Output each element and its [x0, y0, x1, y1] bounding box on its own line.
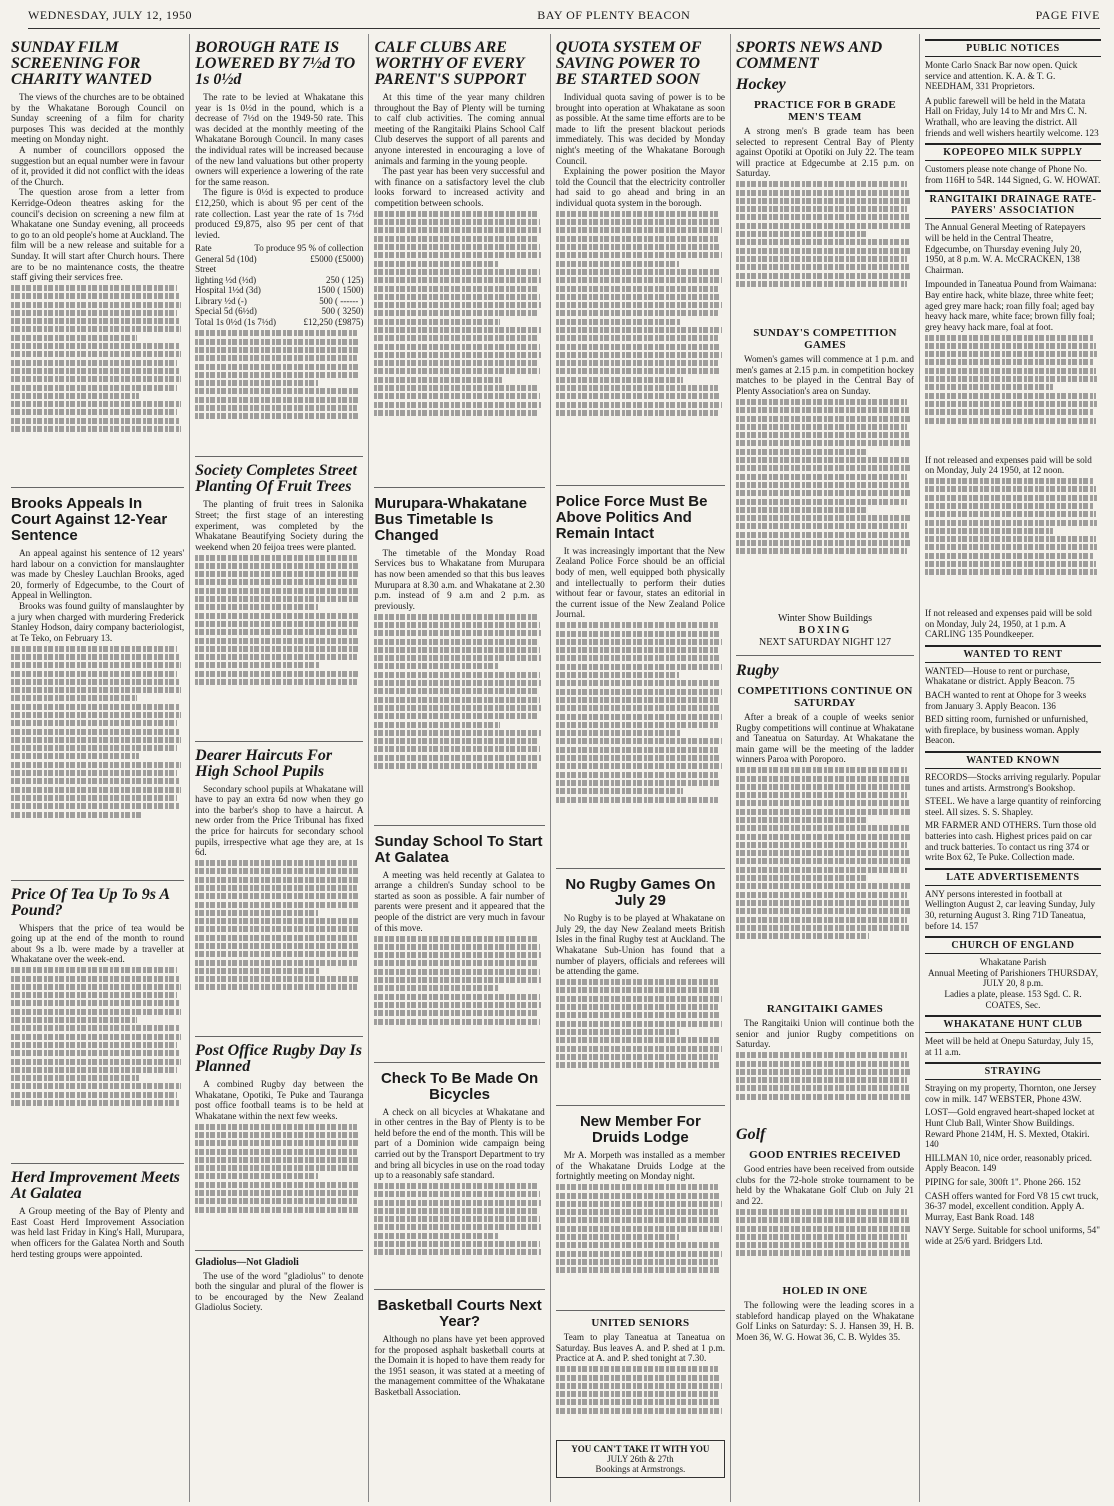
- headline: SPORTS NEWS AND COMMENT: [736, 39, 883, 72]
- headline: New Member For Druids Lodge: [579, 1113, 701, 1147]
- headline: SUNDAY FILM SCREENING FOR CHARITY WANTED: [11, 39, 152, 88]
- paragraph: The rate to be levied at Whakatane this year is 1s 0½d in the pound, which is a decrease of 7½d on the 1949-50 rate. This was decided at the monthly meeting of the Whakatane Borough Council. In many cases the individual rates will be increased because of the new land valuations but other property owners will experience a lowering of the rate for the same reason.: [195, 92, 364, 187]
- notice: A public farewell will be held in the Matata Hall on Friday, July 14 to Mr and Mrs C. N. Wrathall, who are leaving the district. All friends and well wishers heartily welcome. 123: [924, 95, 1099, 138]
- text-block: [736, 1052, 914, 1122]
- notice: Impounded in Taneatua Pound from Waimana: Bay entire hack, white blaze, three white feet; aged grey mare hack; roan filly foal; aged bay heavy hack mare, white face; brown filly foal; grey heavy hack mare, foal at foot.: [924, 279, 1097, 332]
- notice: LOST—Gold engraved heart-shaped locket at Hunt Club Ball, Winter Show Buildings. Reward Phone 214M, H. S. Mexted, Otakiri. 140: [924, 1107, 1095, 1150]
- paragraph: The use of the word "gladiolus" to denote both the singular and plural of the flower is to be encouraged by the New Zealand Gladiolus Society.: [195, 1270, 364, 1313]
- text-block: [374, 936, 544, 1056]
- notice: MR FARMER AND OTHERS. Turn those old batteries into cash. Highest prices paid on car and truck batteries. To contact us ring 374 or write Box 62, Te Puke. Collection made.: [924, 820, 1097, 863]
- paragraph: Team to play Taneatua at Taneatua on Saturday. Bus leaves A. and P. shed at 1 p.m. Practice at A. and P. shed tonight at 7.30.: [555, 1332, 726, 1364]
- notice: The Annual General Meeting of Ratepayers will be held in the Central Theatre, Edgecumbe, on Thursday evening July 20, 1950, at 8 p.m. W. A. McCRACKEN, 138 Chairman.: [924, 222, 1086, 275]
- rate-table-row: Total 1s 0½d (1s 7½d) £12,250 (£9875): [195, 316, 364, 327]
- text-block: [374, 1183, 544, 1283]
- text-block: [195, 555, 363, 735]
- rate-table: [195, 243, 363, 327]
- text-block: [374, 211, 544, 481]
- paragraph: The Rangitaiki Union will continue both the senior and junior Rugby competitions on Saturday.: [736, 1018, 914, 1050]
- rate-table-header: Rate To produce 95 % of collection: [195, 243, 364, 254]
- paragraph: The figure is 0½d is expected to produce £12,250, which is about 95 per cent of the rate collection. Last year the rate of 1s 7½d produced £9,875, also 95 per cent of that levied.: [195, 187, 364, 240]
- rate-table-row: Street: [195, 264, 217, 275]
- column-6: [920, 34, 1106, 1502]
- cinema-advert: YOU CAN'T TAKE IT WITH YOU JULY 26th & 27th Bookings at Armstrongs.: [556, 1440, 725, 1478]
- paragraph: A number of councillors opposed the suggestion but an equal number were in favour of it, provided it did not conflict with the ideas of the Church.: [11, 144, 185, 187]
- paragraph: A strong men's B grade team has been selected to represent Central Bay of Plenty against Opotiki at Opotiki on July 22. The team will practice at Edgecumbe at 2.15 p.m. on Saturday.: [736, 126, 914, 179]
- text-block: [925, 478, 1101, 608]
- notice-heading: WANTED TO RENT: [925, 645, 1101, 663]
- notice-heading: KOPEOPEO MILK SUPPLY: [925, 143, 1101, 161]
- headline: Police Force Must Be Above Politics And Remain Intact: [555, 492, 708, 542]
- paragraph: Individual quota saving of power is to be brought into operation at Whakatane as soon as possible. At the same time efforts are to be made to lift the present blackout periods immediately. This was decided by Monday night's meeting of the Whakatane Borough Council.: [555, 92, 726, 166]
- text-block: [556, 1184, 725, 1304]
- notice-heading: CHURCH OF ENGLAND: [925, 936, 1101, 954]
- headline: No Rugby Games On July 29: [565, 876, 716, 910]
- column-2: [190, 34, 369, 1502]
- text-block: [556, 622, 725, 862]
- text-block: [195, 330, 363, 450]
- paragraph: Brooks was found guilty of manslaughter by a jury when charged with murdering Frederick Stanley Hodson, dairy company bacteriologist, at Te Teko, on February 13.: [11, 600, 185, 643]
- notice: Whakatane Parish: [979, 957, 1047, 968]
- text-block: [736, 399, 914, 609]
- paragraph: The past year has been very successful and with finance on a satisfactory level the club looks forward to increased activity and competition between schools.: [374, 166, 545, 208]
- notice: CASH offers wanted for Ford V8 15 cwt truck, 36-37 model, excellent condition. Apply A. Murray, East Bank Road. 148: [924, 1190, 1099, 1222]
- notice: Annual Meeting of Parishioners THURSDAY, JULY 20, 8 p.m.: [927, 967, 1099, 989]
- text-block: [195, 860, 363, 1030]
- paragraph: The planting of fruit trees in Salonika Street; the first stage of an interesting experiment, was completed by the Whakatane Beautifying Society during the weekend when 20 feijoa trees were planted.: [195, 499, 364, 552]
- rate-table-row: Library ½d (-) 500 ( ------ ): [195, 295, 364, 306]
- headline: RANGITAIKI GAMES: [766, 1003, 884, 1016]
- paragraph: A meeting was held recently at Galatea to arrange a children's Sunday school to be started as soon as possible. A fair number of parents were present and it appeared that the people of the district are very much in favour of this move.: [374, 869, 545, 933]
- notice: BACH wanted to rent at Ohope for 3 weeks from January 3. Apply Beacon. 136: [924, 690, 1087, 711]
- notice: Straying on my property, Thornton, one Jersey cow in milk. 147 WEBSTER, Phone 43W.: [924, 1083, 1097, 1104]
- notice-heading: LATE ADVERTISEMENTS: [925, 868, 1101, 886]
- headline: Sunday School To Start At Galatea: [374, 832, 543, 866]
- issue-date: WEDNESDAY, JULY 12, 1950: [28, 8, 193, 22]
- section-title: Golf: [736, 1126, 766, 1144]
- paragraph: A Group meeting of the Bay of Plenty and East Coast Herd Improvement Association was held last Friday in King's Hall, Murupara, when officers for the Galatea North and South herd testing groups were appointed.: [11, 1206, 185, 1259]
- column-1: [6, 34, 190, 1502]
- notice: PIPING for sale, 300ft 1". Phone 266. 152: [924, 1177, 1081, 1188]
- headline: Herd Improvement Meets At Galatea: [11, 1169, 180, 1203]
- paragraph: The question arose from a letter from Kerridge-Odeon theatres asking for the council's decision on screening a new film at Whakatane one Sunday evening, all proceeds to go to an old people's home at Auckland. The film will be a new release and suitable for a Sunday. It will start after Church hours. There are to be no maintenance costs, the theatre staff giving their services free.: [11, 187, 185, 283]
- text-block: [556, 211, 725, 479]
- masthead: [28, 8, 1100, 29]
- paragraph: Although no plans have yet been approved for the proposed asphalt basketball courts at the Domain it is hoped to have them ready for the 1951 season, it was stated at a meeting of the management committee of the Whakatane Basketball Association.: [374, 1334, 545, 1397]
- notice: If not released and expenses paid will be sold on Monday, July 24, 1950, at 1 p.m. A CARLING 135 Poundkeeper.: [924, 608, 1092, 640]
- headline: Brooks Appeals In Court Against 12-Year Sentence: [11, 494, 168, 544]
- boxing-advert: Winter Show Buildings BOXING NEXT SATURDAY NIGHT 127: [759, 612, 891, 648]
- notice-heading: RANGITAIKI DRAINAGE RATE-PAYERS' ASSOCIATION: [925, 190, 1101, 219]
- headline: Basketball Courts Next Year?: [377, 1297, 542, 1330]
- notice: If not released and expenses paid will be sold on Monday, July 24 1950, at 12 noon.: [924, 454, 1092, 476]
- headline: UNITED SENIORS: [591, 1317, 690, 1330]
- rate-table-row: lighting ½d (½d) 250 ( 125): [195, 274, 364, 285]
- notice: NAVY Serge. Suitable for school uniforms, 54" wide at 25/6 yard. Bridgers Ltd.: [924, 1225, 1101, 1246]
- headline: Dearer Haircuts For High School Pupils: [195, 746, 333, 780]
- notice-heading: WHAKATANE HUNT CLUB: [925, 1015, 1101, 1033]
- notice: ANY persons interested in football at Wellington August 2, car leaving Sunday, July 30, returning August 3. Ring 71D Taneatua, before 14. 157: [924, 888, 1096, 931]
- paragraph: The following were the leading scores in a stableford handicap played on the Whakatane Golf Links on Saturday: S. J. Hansen 39, H. B. Moen 36, W. G. Howat 36, C. B. Wyldes 35.: [736, 1299, 914, 1342]
- column-5: [731, 34, 920, 1502]
- column-3: [369, 34, 550, 1502]
- headline: SUNDAY'S COMPETITION GAMES: [753, 327, 897, 352]
- paragraph: A check on all bicycles at Whakatane and in other centres in the Bay of Plenty is to be held before the end of the month. This will be part of a Dominion wide campaign being carried out by the Transport Department to try and bring all bicycles in use on the road today up to a reasonably safe standard.: [374, 1106, 545, 1181]
- paragraph: After a break of a couple of weeks senior Rugby competitions will continue at Whakatane and Taneatua on Saturday. At Whakatane the main game will be the meeting of the ladder winners Paroa with Poroporo.: [736, 711, 914, 765]
- text-block: [374, 614, 544, 819]
- notice-heading: PUBLIC NOTICES: [925, 39, 1101, 57]
- headline: BOROUGH RATE IS LOWERED BY 7½d TO 1s 0½d: [195, 39, 356, 88]
- notice: Customers please note change of Phone No. from 116H to 54R. 144 Signed, G. W. HOWAT.: [924, 164, 1101, 185]
- paragraph: Secondary school pupils at Whakatane will have to pay an extra 6d now when they go into the barber's shop to have a haircut. A new order from the Price Tribunal has fixed the price for haircuts for secondary school pupils, irrespective what age they are, at 1s 6d.: [195, 783, 364, 858]
- headline: QUOTA SYSTEM OF SAVING POWER TO BE STARTED SOON: [555, 39, 702, 88]
- text-block: [925, 335, 1101, 455]
- text-block: [736, 1209, 914, 1279]
- text-block: [556, 979, 725, 1099]
- notice: Monte Carlo Snack Bar now open. Quick service and attention. K. A. & T. G. NEEDHAM, 331 Proprietors.: [924, 60, 1078, 92]
- notice: Ladies a plate, please. 153 Sgd. C. R. COATES, Sec.: [944, 988, 1082, 1010]
- paragraph: A combined Rugby day between the Whakatane, Opotiki, Te Puke and Tauranga post office football teams is to be held at Whakatane within the next few weeks.: [195, 1079, 364, 1121]
- text-block: [556, 1366, 725, 1436]
- paragraph: Women's games will commence at 1 p.m. and men's games at 2.15 p.m. in competition hockey matches to be played in the Central Bay of Plenty Association's area on Sunday.: [736, 354, 914, 397]
- notice: BED sitting room, furnished or unfurnished, with fireplace, by business woman. Apply Beacon.: [924, 714, 1089, 746]
- text-block: [11, 285, 184, 481]
- notice: HILLMAN 10, nice order, reasonably priced. Apply Beacon. 149: [924, 1152, 1092, 1174]
- headline: PRACTICE FOR B GRADE MEN'S TEAM: [754, 99, 896, 123]
- paragraph: The views of the churches are to be obtained by the Whakatane Borough Council on Sunday screening of a film for charity purposes This was decided at the monthly meeting on Monday night.: [11, 92, 185, 145]
- notice-heading: WANTED KNOWN: [925, 751, 1101, 769]
- paragraph: An appeal against his sentence of 12 years' hard labour on a conviction for manslaughter was made by Chesley Lauchlan Brooks, aged 20, formerly of Edgecumbe, to the Court of Appeal in Wellington.: [11, 547, 185, 601]
- text-block: [736, 767, 914, 997]
- notice: WANTED—House to rent or purchase, Whakatane or district. Apply Beacon. 75: [924, 665, 1075, 687]
- paragraph: At this time of the year many children throughout the Bay of Plenty will be turning to calf club activities. The coming annual meeting of the Rangitaiki Plains School Calf Club deserves the support of all parents and anyone interested in encouraging a love of animals and farming in the young people.: [374, 92, 545, 166]
- paragraph: Mr A. Morpeth was installed as a member of the Whakatane Druids Lodge at the fortnightly meeting on Monday night.: [555, 1150, 726, 1182]
- headline: Society Completes Street Planting Of Fruit Trees: [195, 462, 357, 496]
- rate-table-row: Special 5d (6½d) 500 ( 3250): [195, 306, 364, 317]
- headline: CALF CLUBS ARE WORTHY OF EVERY PARENT'S SUPPORT: [374, 39, 526, 88]
- headline: COMPETITIONS CONTINUE ON SATURDAY: [737, 684, 913, 709]
- headline: Price Of Tea Up To 9s A Pound?: [11, 885, 170, 919]
- paragraph: It was increasingly important that the New Zealand Police Force should be an official body of men, well equipped both physically and intellectually to perform their duties without fear or favour, states an editorial in the current issue of the New Zealand Police Journal.: [555, 545, 726, 620]
- headline: Post Office Rugby Day Is Planned: [195, 1042, 362, 1076]
- headline: Check To Be Made On Bicycles: [380, 1069, 539, 1103]
- text-block: [11, 646, 184, 874]
- notice-heading: STRAYING: [925, 1062, 1101, 1080]
- notice: Meet will be held at Onepu Saturday, July 15, at 11 a.m.: [924, 1036, 1094, 1057]
- text-block: [736, 181, 914, 321]
- section-title: Hockey: [736, 76, 786, 93]
- headline: Gladiolus—Not Gladioli: [195, 1256, 299, 1268]
- paragraph: No Rugby is to be played at Whakatane on July 29, the day New Zealand meets British Isles in the final Rugby test at Auckland. The Whakatane Sub-Union has found that a number of players, officials and referees will be attending the game.: [555, 913, 726, 977]
- headline: GOOD ENTRIES RECEIVED: [749, 1149, 901, 1162]
- paper-name: BAY OF PLENTY BEACON: [537, 8, 691, 22]
- section-title: Rugby: [736, 661, 779, 679]
- notice: STEEL. We have a large quantity of reinforcing steel. All sizes. S. S. Shapley.: [924, 796, 1101, 817]
- page-number: PAGE FIVE: [1035, 8, 1100, 22]
- headline: HOLED IN ONE: [782, 1284, 868, 1297]
- notice: RECORDS—Stocks arriving regularly. Popular tunes and artists. Armstrong's Bookshop.: [924, 772, 1101, 793]
- rate-table-row: Hospital 1½d (3d) 1500 ( 1500): [195, 285, 364, 296]
- column-4: [551, 34, 731, 1502]
- rate-table-row: General 5d (10d) £5000 (£5000): [195, 253, 364, 264]
- text-block: [11, 967, 184, 1157]
- paragraph: Good entries have been received from outside clubs for the 72-hole stroke tournament to be held by the Whakatane Golf Club on July 21 and 22.: [736, 1164, 914, 1207]
- paragraph: The timetable of the Monday Road Services bus to Whakatane from Murupara has now been amended so that this bus leaves Murupara at 8.30 a.m. and Whakatane at 2.30 p.m. instead of 9 a.m and 2 p.m. as previously.: [374, 547, 545, 611]
- text-block: [195, 1124, 363, 1244]
- headline: Murupara-Whakatane Bus Timetable Is Changed: [374, 494, 527, 544]
- paragraph: Whispers that the price of tea would be going up at the end of the month to round about 9s a lb. were made by a traveller at Whakatane over the week-end.: [11, 922, 185, 965]
- paragraph: Explaining the power position the Mayor told the Council that the electricity controller had said to go ahead and bring in an individual quota system in the borough.: [555, 166, 726, 208]
